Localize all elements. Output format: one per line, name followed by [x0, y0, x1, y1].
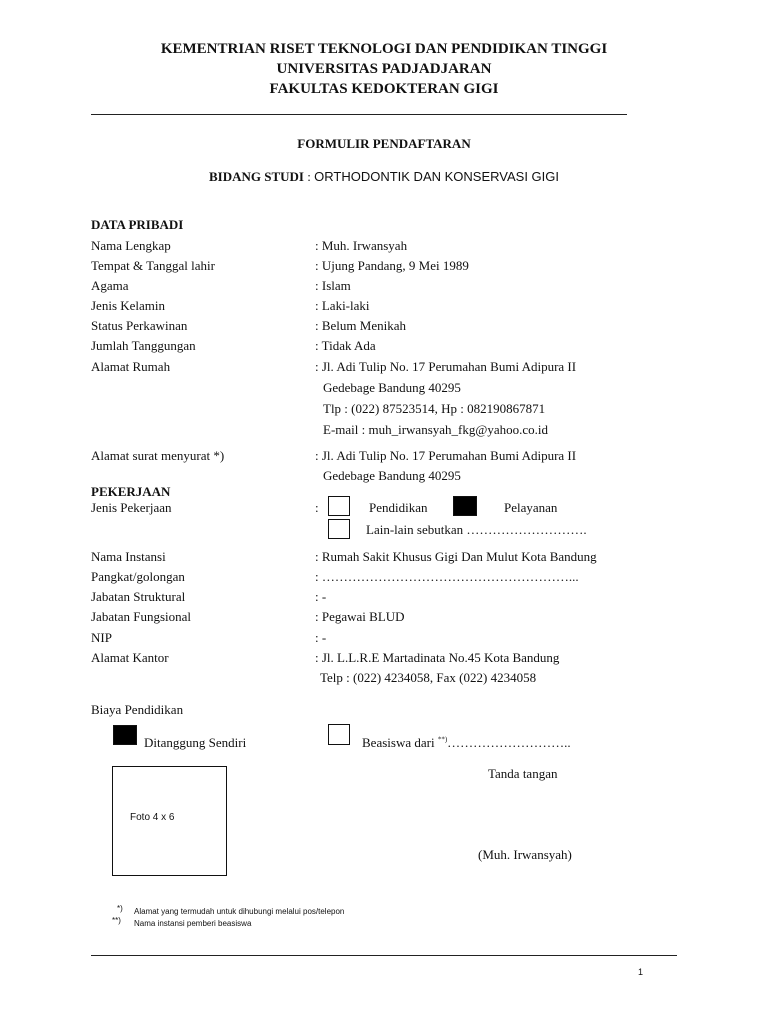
- scholarship-checkbox[interactable]: [328, 724, 350, 745]
- self-funded-label: Ditanggung Sendiri: [144, 735, 247, 750]
- name-value: : Muh. Irwansyah: [315, 238, 408, 253]
- photo-box: [112, 766, 227, 876]
- marital-value: : Belum Menikah: [315, 318, 406, 333]
- home-address-line1: : Jl. Adi Tulip No. 17 Perumahan Bumi Adipura II: [315, 359, 577, 374]
- pelayanan-checkbox[interactable]: [453, 496, 477, 516]
- ministry-heading: KEMENTRIAN RISET TEKNOLOGI DAN PENDIDIKAN TINGGI: [160, 41, 608, 57]
- mailing-address-line2: Gedebage Bandung 40295: [323, 468, 461, 483]
- nip-label: NIP: [91, 630, 112, 645]
- footnote-2-text: Nama instansi pemberi beasiswa: [134, 919, 252, 928]
- job-type-colon: :: [315, 500, 319, 515]
- functional-value: : Pegawai BLUD: [315, 609, 405, 624]
- job-type-label: Jenis Pekerjaan: [91, 500, 172, 515]
- self-funded-checkbox[interactable]: [113, 725, 137, 745]
- job-heading: PEKERJAAN: [91, 484, 171, 499]
- home-phone: Tlp : (022) 87523514, Hp : 082190867871: [323, 401, 546, 416]
- footnote-2-mark: **): [112, 916, 121, 925]
- structural-value: : -: [315, 589, 327, 604]
- institution-label: Nama Instansi: [91, 549, 166, 564]
- scholarship-dots: ………………………..: [447, 735, 571, 750]
- signature-label: Tanda tangan: [488, 766, 558, 781]
- pendidikan-label: Pendidikan: [369, 500, 428, 515]
- footnote-1-mark: *): [117, 904, 123, 913]
- institution-value: : Rumah Sakit Khusus Gigi Dan Mulut Kota Bandung: [315, 549, 597, 564]
- personal-data-heading: DATA PRIBADI: [91, 217, 184, 232]
- pelayanan-label: Pelayanan: [504, 500, 558, 515]
- name-label: Nama Lengkap: [91, 238, 171, 253]
- home-email: E-mail : muh_irwansyah_fkg@yahoo.co.id: [323, 422, 548, 437]
- rank-value: : …………………………………………………...: [315, 569, 579, 584]
- funding-heading: Biaya Pendidikan: [91, 702, 184, 717]
- mailing-address-label: Alamat surat menyurat *): [91, 448, 225, 463]
- dependents-label: Jumlah Tanggungan: [91, 338, 196, 353]
- university-heading: UNIVERSITAS PADJADJARAN: [276, 61, 492, 77]
- gender-value: : Laki-laki: [315, 298, 370, 313]
- structural-label: Jabatan Struktural: [91, 589, 186, 604]
- footnote-1-text: Alamat yang termudah untuk dihubungi melalui pos/telepon: [134, 907, 345, 916]
- lain-lain-checkbox[interactable]: [328, 519, 350, 539]
- home-address-label: Alamat Rumah: [91, 359, 171, 374]
- dependents-value: : Tidak Ada: [315, 338, 376, 353]
- home-address-line2: Gedebage Bandung 40295: [323, 380, 461, 395]
- footer-divider: [91, 955, 677, 956]
- marital-label: Status Perkawinan: [91, 318, 188, 333]
- study-field-separator: :: [304, 169, 315, 184]
- office-phone: Telp : (022) 4234058, Fax (022) 4234058: [320, 670, 537, 685]
- mailing-address-line1: : Jl. Adi Tulip No. 17 Perumahan Bumi Adipura II: [315, 448, 577, 463]
- lain-lain-label: Lain-lain sebutkan ……………………….: [366, 522, 587, 537]
- form-title: FORMULIR PENDAFTARAN: [297, 136, 471, 151]
- religion-value: : Islam: [315, 278, 351, 293]
- gender-label: Jenis Kelamin: [91, 298, 166, 313]
- page-number: 1: [638, 967, 644, 977]
- scholarship-note-mark: **): [437, 735, 448, 744]
- study-field: [0, 169, 768, 185]
- header-divider: [91, 114, 627, 115]
- signer-name: (Muh. Irwansyah): [478, 847, 572, 862]
- nip-value: : -: [315, 630, 327, 645]
- office-address-label: Alamat Kantor: [91, 650, 169, 665]
- photo-label: Foto 4 x 6: [130, 812, 175, 823]
- functional-label: Jabatan Fungsional: [91, 609, 192, 624]
- office-address-line1: : Jl. L.L.R.E Martadinata No.45 Kota Bandung: [315, 650, 560, 665]
- birth-label: Tempat & Tanggal lahir: [91, 258, 215, 273]
- pendidikan-checkbox[interactable]: [328, 496, 350, 516]
- faculty-heading: FAKULTAS KEDOKTERAN GIGI: [269, 81, 499, 97]
- scholarship-label: Beasiswa dari: [362, 735, 435, 750]
- study-field-value: ORTHODONTIK DAN KONSERVASI GIGI: [314, 169, 559, 184]
- religion-label: Agama: [91, 278, 129, 293]
- study-field-label: BIDANG STUDI: [209, 169, 304, 184]
- birth-value: : Ujung Pandang, 9 Mei 1989: [315, 258, 469, 273]
- scholarship-field: [362, 735, 571, 751]
- rank-label: Pangkat/golongan: [91, 569, 185, 584]
